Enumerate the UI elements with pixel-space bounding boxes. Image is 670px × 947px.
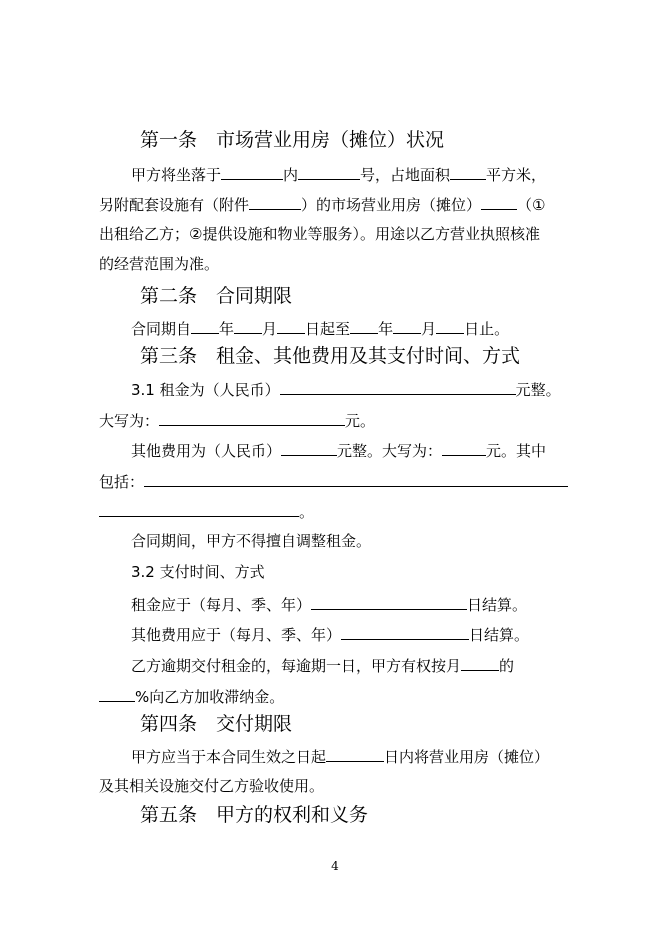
text: 日结算。 [469, 626, 530, 644]
text: 3.1 租金为（人民币） [131, 381, 280, 399]
text: 大写为： [99, 412, 160, 430]
rent-payment-line [131, 593, 579, 613]
article-5-heading: 第五条 甲方的权利和义务 [140, 804, 369, 826]
text: 其他费用应于（每月、季、年） [131, 626, 342, 644]
text: 元。 [345, 412, 376, 430]
page-number: 4 [331, 859, 339, 873]
article-1-line-3: 出租给乙方；②提供设施和物业等服务）。用途以乙方营业执照核准 [99, 225, 540, 243]
delivery-line-1 [131, 745, 579, 765]
blank-rent-settlement [311, 593, 467, 610]
text: 合同期自 [131, 320, 192, 338]
blank-include [144, 470, 568, 487]
blank-attachment [249, 193, 301, 210]
blank-include-continued [99, 500, 299, 517]
text: 租金应于（每月、季、年） [131, 596, 312, 614]
text: 日起至 [305, 320, 351, 338]
rent-upper-line [99, 409, 579, 429]
blank-area [450, 163, 486, 180]
no-adjust-line: 合同期间，甲方不得擅自调整租金。 [131, 532, 372, 550]
blank-end-year [350, 317, 378, 334]
text: 。 [299, 503, 315, 521]
text: 包括： [99, 473, 145, 491]
article-1-line-2 [99, 193, 579, 213]
article-3-heading: 第三条 租金、其他费用及其支付时间、方式 [140, 345, 521, 367]
text: 日内将营业用房（摊位） [384, 748, 550, 766]
text: 月 [421, 320, 437, 338]
text: 内 [283, 166, 299, 184]
text: （① [517, 196, 546, 214]
blank-choice [481, 193, 517, 210]
article-1-line-4: 的经营范围为准。 [99, 255, 220, 273]
text: 元整。大写为： [337, 442, 443, 460]
text: 平方米， [486, 166, 547, 184]
text: 日结算。 [467, 596, 528, 614]
text: 的 [499, 657, 515, 675]
other-fees-line [131, 439, 579, 459]
blank-location [221, 163, 283, 180]
text: 年 [219, 320, 235, 338]
blank-other-fee-amount [281, 439, 337, 456]
include-end-line [99, 500, 579, 520]
text: 年 [378, 320, 394, 338]
text: 另附配套设施有（附件 [99, 196, 250, 214]
blank-rent-upper [159, 409, 345, 426]
text: 甲方将坐落于 [131, 166, 222, 184]
blank-other-settlement [341, 623, 469, 640]
include-line [99, 470, 579, 490]
text: 元。其中 [486, 442, 547, 460]
blank-rent-amount [280, 378, 516, 395]
text: 日止。 [464, 320, 510, 338]
blank-late-base [461, 654, 499, 671]
blank-start-year [191, 317, 219, 334]
blank-late-rate [99, 685, 135, 702]
other-payment-line [131, 623, 579, 643]
blank-number [298, 163, 360, 180]
text: ）的市场营业用房（摊位） [301, 196, 482, 214]
text: 乙方逾期交付租金的，每逾期一日，甲方有权按月 [131, 657, 462, 675]
blank-start-day [277, 317, 305, 334]
blank-end-month [393, 317, 421, 334]
blank-start-month [234, 317, 262, 334]
late-fee-line-2 [99, 685, 579, 705]
article-4-heading: 第四条 交付期限 [140, 713, 293, 735]
article-1-line-1 [131, 163, 579, 183]
text: 甲方应当于本合同生效之日起 [131, 748, 327, 766]
payment-subheading: 3.2 支付时间、方式 [131, 563, 265, 581]
text: 月 [262, 320, 278, 338]
blank-end-day [436, 317, 464, 334]
text: %向乙方加收滞纳金。 [135, 688, 285, 706]
rent-line [131, 378, 579, 398]
article-1-heading: 第一条 市场营业用房（摊位）状况 [140, 129, 445, 151]
late-fee-line-1 [131, 654, 579, 674]
article-2-heading: 第二条 合同期限 [140, 285, 293, 307]
contract-period-line [131, 317, 579, 337]
text: 其他费用为（人民币） [131, 442, 282, 460]
text: 号，占地面积 [360, 166, 451, 184]
blank-other-fee-upper [442, 439, 486, 456]
text: 元整。 [515, 381, 561, 399]
blank-delivery-days [326, 745, 384, 762]
delivery-line-2: 及其相关设施交付乙方验收使用。 [99, 777, 325, 795]
